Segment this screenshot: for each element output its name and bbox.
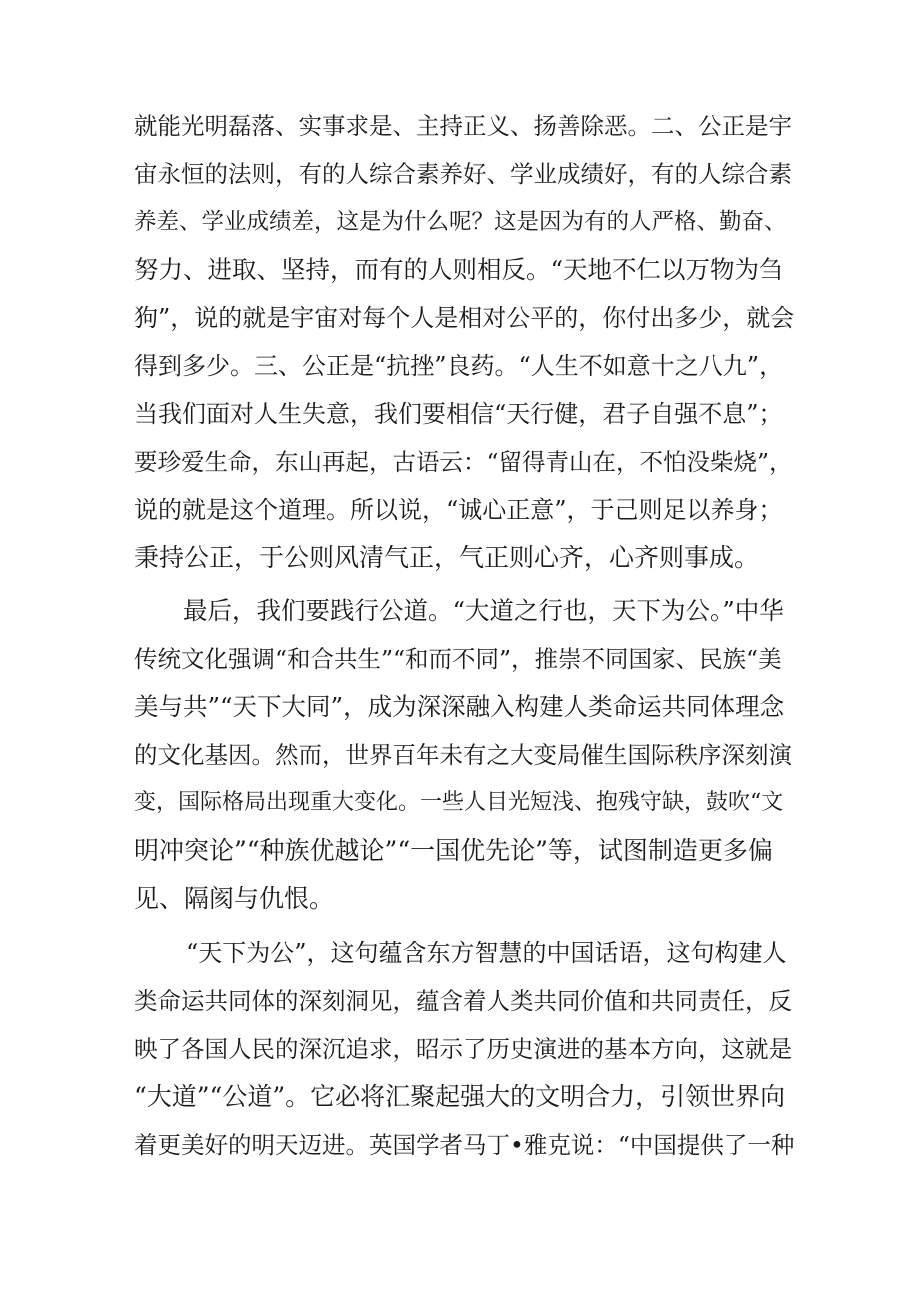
text-line: 最后，我们要践行公道。“大道之行也，天下为公。”中华 [183,596,784,625]
text-line: 宙永恒的法则，有的人综合素养好、学业成绩好，有的人综合素 [134,160,792,188]
text-line: 得到多少。三、公正是“抗挫”良药。“人生不如意十之八九”， [134,352,784,380]
text-line: 映了各国人民的深沉追求，昭示了历史演进的基本方向，这就是 [134,1035,792,1063]
text-line: 变，国际格局出现重大变化。一些人目光短浅、抱残守缺，鼓吹“文 [134,790,784,815]
text-line: 就能光明磊落、实事求是、主持正义、扬善除恶。二、公正是宇 [134,112,792,140]
text-line: “大道”“公道”。它必将汇聚起强大的文明合力，引领世界向 [134,1082,786,1111]
text-line: 的文化基因。然而，世界百年未有之大变局催生国际秩序深刻演 [134,741,792,769]
text-line: 当我们面对人生失意，我们要相信“天行健，君子自强不息”； [134,400,783,428]
text-line: 说的就是这个道理。所以说，“诚心正意”，于己则足以养身； [134,496,783,524]
text-line: 秉持公正，于公则风清气正，气正则心齐，心齐则事成。 [134,543,760,572]
text-line: 努力、进取、坚持，而有的人则相反。“天地不仁以万物为刍 [134,255,784,284]
text-line: 养差、学业成绩差，这是为什么呢？这是因为有的人严格、勤奋、 [134,209,787,235]
text-line: 狗”，说的就是宇宙对每个人是相对公平的，你付出多少，就会 [134,304,795,332]
text-line: 传统文化强调“和合共生”“和而不同”，推崇不同国家、民族“美 [134,645,782,673]
text-line: 明冲突论”“种族优越论”“一国优先论”等，试图制造更多偏 [134,836,773,865]
text-line: “天下为公”，这句蕴含东方智慧的中国话语，这句构建人 [186,939,787,967]
text-line: 美与共”“天下大同”，成为深深融入构建人类命运共同体理念 [134,692,785,721]
text-line: 要珍爱生命，东山再起，古语云：“留得青山在，不怕没柴烧”， [134,448,793,476]
text-line: 见、隔阂与仇恨。 [134,884,335,913]
text-line: 着更美好的明天迈进。英国学者马丁•雅克说：“中国提供了一种 [134,1131,795,1159]
text-line: 类命运共同体的深刻洞见，蕴含着人类共同价值和共同责任，反 [134,987,792,1015]
